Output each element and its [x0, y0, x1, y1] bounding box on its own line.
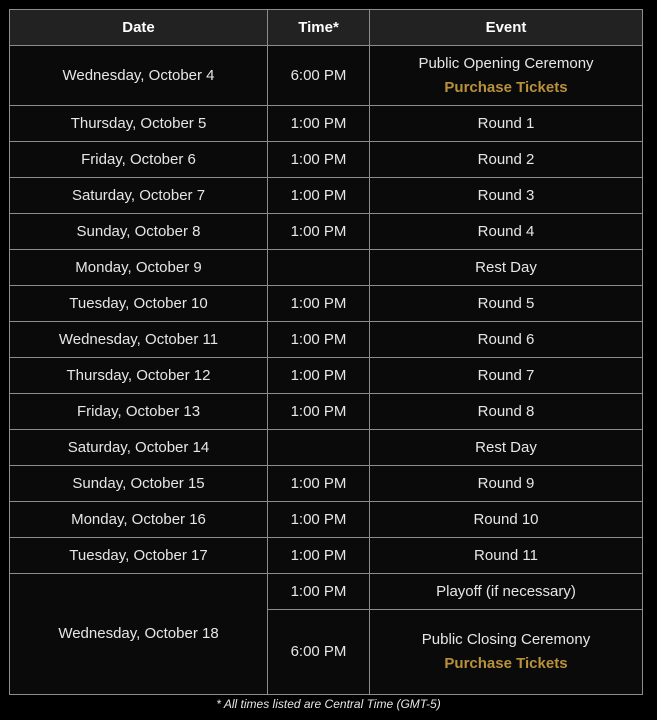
- date-cell: Friday, October 13: [10, 394, 268, 430]
- event-label: Public Closing Ceremony: [421, 631, 591, 648]
- schedule-table: [9, 9, 643, 695]
- event-cell: Round 8: [370, 394, 643, 430]
- time-cell: 1:00 PM: [268, 322, 370, 358]
- time-cell: 1:00 PM: [268, 358, 370, 394]
- time-cell: 1:00 PM: [268, 106, 370, 142]
- date-column-header: Date: [10, 10, 268, 46]
- date-cell: Sunday, October 8: [10, 214, 268, 250]
- time-cell: [268, 250, 370, 286]
- event-cell: Round 4: [370, 214, 643, 250]
- table-row: [10, 358, 643, 394]
- time-cell: 1:00 PM: [268, 574, 370, 610]
- event-cell: Round 3: [370, 178, 643, 214]
- time-cell: [268, 430, 370, 466]
- event-cell: Round 7: [370, 358, 643, 394]
- purchase-tickets-link[interactable]: Purchase Tickets: [444, 655, 568, 672]
- table-row: [10, 466, 643, 502]
- event-cell: Round 1: [370, 106, 643, 142]
- event-cell: Round 11: [370, 538, 643, 574]
- date-cell: Saturday, October 7: [10, 178, 268, 214]
- purchase-tickets-link[interactable]: Purchase Tickets: [444, 78, 568, 96]
- time-cell: 1:00 PM: [268, 286, 370, 322]
- event-cell: Round 2: [370, 142, 643, 178]
- time-cell: 1:00 PM: [268, 214, 370, 250]
- table-row: [10, 286, 643, 322]
- event-cell: Rest Day: [370, 430, 643, 466]
- table-row: [10, 178, 643, 214]
- table-row: [10, 214, 643, 250]
- table-row: [10, 250, 643, 286]
- header-row: [10, 10, 643, 46]
- table-row: [10, 46, 643, 106]
- date-cell: Thursday, October 5: [10, 106, 268, 142]
- date-cell: Tuesday, October 17: [10, 538, 268, 574]
- date-cell: Friday, October 6: [10, 142, 268, 178]
- event-label: Public Opening Ceremony: [418, 54, 594, 72]
- table-row: [10, 430, 643, 466]
- table-row: [10, 502, 643, 538]
- event-cell: Playoff (if necessary): [370, 574, 643, 610]
- table-row: [10, 538, 643, 574]
- time-cell: 6:00 PM: [268, 46, 370, 106]
- date-cell: Wednesday, October 4: [10, 46, 268, 106]
- event-cell: Rest Day: [370, 250, 643, 286]
- date-cell: Monday, October 9: [10, 250, 268, 286]
- event-cell: Round 6: [370, 322, 643, 358]
- time-cell: 1:00 PM: [268, 502, 370, 538]
- event-cell: Round 5: [370, 286, 643, 322]
- timezone-footnote: * All times listed are Central Time (GMT-5): [216, 697, 441, 711]
- date-cell: Saturday, October 14: [10, 430, 268, 466]
- event-cell: Round 9: [370, 466, 643, 502]
- time-cell: 1:00 PM: [268, 538, 370, 574]
- event-cell: [370, 46, 643, 106]
- date-cell: Thursday, October 12: [10, 358, 268, 394]
- table-row: [10, 142, 643, 178]
- table-row: [10, 322, 643, 358]
- time-cell: 1:00 PM: [268, 466, 370, 502]
- time-column-header: Time*: [268, 10, 370, 46]
- time-cell: 1:00 PM: [268, 394, 370, 430]
- date-cell: Wednesday, October 11: [10, 322, 268, 358]
- table-row: [10, 106, 643, 142]
- time-cell: 6:00 PM: [268, 610, 370, 695]
- date-cell: Sunday, October 15: [10, 466, 268, 502]
- event-cell: Round 10: [370, 502, 643, 538]
- table-row: [10, 394, 643, 430]
- date-cell: Wednesday, October 18: [10, 574, 268, 695]
- table-row: [10, 574, 643, 610]
- event-cell: [370, 610, 643, 695]
- date-cell: Monday, October 16: [10, 502, 268, 538]
- event-column-header: Event: [370, 10, 643, 46]
- time-cell: 1:00 PM: [268, 142, 370, 178]
- date-cell: Tuesday, October 10: [10, 286, 268, 322]
- time-cell: 1:00 PM: [268, 178, 370, 214]
